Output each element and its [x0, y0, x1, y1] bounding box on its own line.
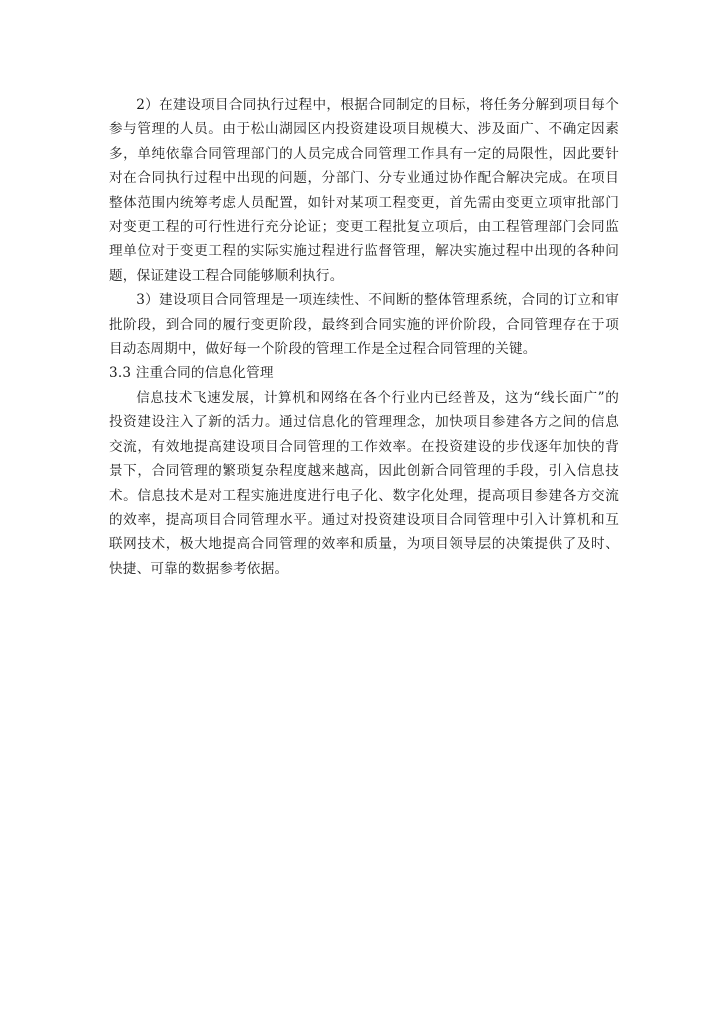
paragraph-item-2: 2）在建设项目合同执行过程中，根据合同制定的目标，将任务分解到项目每个参与管理的人员。由于松山湖园区内投资建设项目规模大、涉及面广、不确定因素多，单纯依靠合同管理部门的人员完成合同管理工作具有一定的局限性，因此要针对在合同执行过程中出现的问题，分部门、分专业通过协作配合解决完成。在项目整体范围内统筹考虑人员配置，如针对某项工程变更，首先需由变更立项审批部门对变更工程的可行性进行充分论证；变更工程批复立项后，由工程管理部门会同监理单位对于变更工程的实际实施过程进行监督管理，解决实施过程中出现的各种问题，保证建设工程合同能够顺利执行。 — [109, 97, 619, 284]
paragraph-item-3: 3）建设项目合同管理是一项连续性、不间断的整体管理系统，合同的订立和审批阶段，到合同的履行变更阶段，最终到合同实施的评价阶段，合同管理存在于项目动态周期中，做好每一个阶段的管理工作是全过程合同管理的关键。 — [109, 292, 619, 358]
document-page — [109, 93, 619, 581]
paragraph-information-management: 信息技术飞速发展，计算机和网络在各个行业内已经普及，这为“线长面广”的投资建设注入了新的活力。通过信息化的管理理念，加快项目参建各方之间的信息交流，有效地提高建设项目合同管理的工作效率。在投资建设的步伐逐年加快的背景下，合同管理的繁琐复杂程度越来越高，因此创新合同管理的手段，引入信息技术。信息技术是对工程实施进度进行电子化、数字化处理，提高项目参建各方交流的效率，提高项目合同管理水平。通过对投资建设项目合同管理中引入计算机和互联网技术，极大地提高合同管理的效率和质量，为项目领导层的决策提供了及时、快捷、可靠的数据参考依据。 — [109, 389, 619, 577]
section-heading: 3.3 注重合同的信息化管理 — [109, 365, 274, 382]
